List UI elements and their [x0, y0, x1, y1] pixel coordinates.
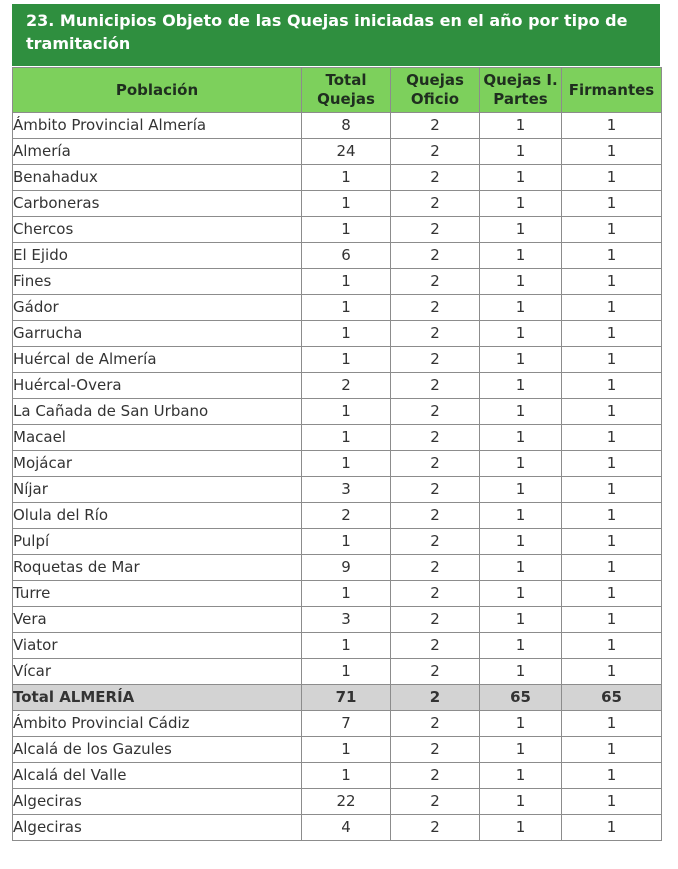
total-quejas-cell: 1	[302, 451, 391, 477]
quejas-partes-cell: 1	[480, 503, 562, 529]
total-quejas-cell: 1	[302, 217, 391, 243]
quejas-oficio-cell: 2	[391, 633, 480, 659]
firmantes-cell: 1	[562, 347, 662, 373]
table-row	[13, 321, 662, 347]
quejas-oficio-cell: 2	[391, 477, 480, 503]
header-quejas-oficio-line1: Quejas	[406, 71, 464, 89]
quejas-oficio-cell: 2	[391, 139, 480, 165]
quejas-partes-cell: 1	[480, 269, 562, 295]
poblacion-cell: Benahadux	[13, 165, 302, 191]
quejas-partes-cell: 1	[480, 789, 562, 815]
poblacion-cell: Mojácar	[13, 451, 302, 477]
total-quejas-cell: 1	[302, 269, 391, 295]
poblacion-cell: Ámbito Provincial Cádiz	[13, 711, 302, 737]
quejas-oficio-cell: 2	[391, 685, 480, 711]
table-row	[13, 633, 662, 659]
total-quejas-cell: 1	[302, 737, 391, 763]
quejas-partes-cell: 1	[480, 607, 562, 633]
quejas-oficio-cell: 2	[391, 347, 480, 373]
total-quejas-cell: 8	[302, 113, 391, 139]
quejas-partes-cell: 1	[480, 139, 562, 165]
total-quejas-cell: 1	[302, 633, 391, 659]
table-row	[13, 113, 662, 139]
poblacion-cell: Vera	[13, 607, 302, 633]
total-quejas-cell: 1	[302, 191, 391, 217]
firmantes-cell: 1	[562, 191, 662, 217]
table-row	[13, 477, 662, 503]
firmantes-cell: 1	[562, 529, 662, 555]
firmantes-cell: 1	[562, 711, 662, 737]
poblacion-cell: Níjar	[13, 477, 302, 503]
quejas-oficio-cell: 2	[391, 269, 480, 295]
quejas-partes-cell: 1	[480, 659, 562, 685]
header-quejas-partes-line2: Partes	[493, 90, 548, 108]
total-quejas-cell: 24	[302, 139, 391, 165]
quejas-oficio-cell: 2	[391, 451, 480, 477]
quejas-oficio-cell: 2	[391, 191, 480, 217]
total-quejas-cell: 1	[302, 659, 391, 685]
quejas-oficio-cell: 2	[391, 737, 480, 763]
quejas-oficio-cell: 2	[391, 711, 480, 737]
firmantes-cell: 65	[562, 685, 662, 711]
poblacion-cell: Huércal de Almería	[13, 347, 302, 373]
quejas-partes-cell: 1	[480, 243, 562, 269]
firmantes-cell: 1	[562, 789, 662, 815]
quejas-partes-cell: 1	[480, 737, 562, 763]
total-quejas-cell: 2	[302, 373, 391, 399]
table-row	[13, 607, 662, 633]
poblacion-cell: Roquetas de Mar	[13, 555, 302, 581]
poblacion-cell: Alcalá del Valle	[13, 763, 302, 789]
header-quejas-oficio	[391, 68, 480, 113]
quejas-partes-cell: 1	[480, 425, 562, 451]
header-total-quejas	[302, 68, 391, 113]
total-quejas-cell: 1	[302, 763, 391, 789]
poblacion-cell: Macael	[13, 425, 302, 451]
header-poblacion: Población	[13, 68, 302, 113]
poblacion-cell: Viator	[13, 633, 302, 659]
quejas-partes-cell: 1	[480, 165, 562, 191]
table-row	[13, 763, 662, 789]
poblacion-cell: Pulpí	[13, 529, 302, 555]
quejas-partes-cell: 1	[480, 633, 562, 659]
quejas-oficio-cell: 2	[391, 217, 480, 243]
total-quejas-cell: 1	[302, 347, 391, 373]
firmantes-cell: 1	[562, 165, 662, 191]
poblacion-cell: La Cañada de San Urbano	[13, 399, 302, 425]
quejas-partes-cell: 1	[480, 217, 562, 243]
quejas-partes-cell: 1	[480, 477, 562, 503]
quejas-partes-cell: 1	[480, 815, 562, 841]
table-body	[13, 113, 662, 841]
table-row	[13, 711, 662, 737]
firmantes-cell: 1	[562, 243, 662, 269]
table-row	[13, 269, 662, 295]
quejas-partes-cell: 1	[480, 321, 562, 347]
quejas-oficio-cell: 2	[391, 607, 480, 633]
poblacion-cell: Carboneras	[13, 191, 302, 217]
firmantes-cell: 1	[562, 659, 662, 685]
quejas-oficio-cell: 2	[391, 581, 480, 607]
quejas-oficio-cell: 2	[391, 425, 480, 451]
total-quejas-cell: 1	[302, 529, 391, 555]
quejas-oficio-cell: 2	[391, 321, 480, 347]
firmantes-cell: 1	[562, 503, 662, 529]
quejas-oficio-cell: 2	[391, 295, 480, 321]
quejas-partes-cell: 1	[480, 399, 562, 425]
quejas-oficio-cell: 2	[391, 529, 480, 555]
poblacion-cell: Olula del Río	[13, 503, 302, 529]
table-row	[13, 581, 662, 607]
header-total-quejas-line2: Quejas	[317, 90, 375, 108]
municipios-table	[12, 67, 662, 841]
total-quejas-cell: 22	[302, 789, 391, 815]
table-header-row	[13, 68, 662, 113]
table-row	[13, 451, 662, 477]
quejas-oficio-cell: 2	[391, 165, 480, 191]
firmantes-cell: 1	[562, 477, 662, 503]
table-row	[13, 789, 662, 815]
total-quejas-cell: 2	[302, 503, 391, 529]
total-quejas-cell: 1	[302, 165, 391, 191]
poblacion-cell: Almería	[13, 139, 302, 165]
quejas-partes-cell: 1	[480, 113, 562, 139]
total-quejas-cell: 7	[302, 711, 391, 737]
poblacion-cell: Gádor	[13, 295, 302, 321]
firmantes-cell: 1	[562, 737, 662, 763]
header-quejas-partes-line1: Quejas I.	[483, 71, 558, 89]
quejas-partes-cell: 1	[480, 373, 562, 399]
total-quejas-cell: 6	[302, 243, 391, 269]
poblacion-cell: Huércal-Overa	[13, 373, 302, 399]
poblacion-cell: Fines	[13, 269, 302, 295]
poblacion-cell: Garrucha	[13, 321, 302, 347]
quejas-oficio-cell: 2	[391, 789, 480, 815]
quejas-partes-cell: 1	[480, 191, 562, 217]
table-row	[13, 659, 662, 685]
table-title: 23. Municipios Objeto de las Quejas iniciadas en el año por tipo de tramitación	[12, 4, 660, 66]
table-row	[13, 425, 662, 451]
firmantes-cell: 1	[562, 633, 662, 659]
total-row	[13, 685, 662, 711]
firmantes-cell: 1	[562, 269, 662, 295]
quejas-partes-cell: 1	[480, 555, 562, 581]
poblacion-cell: Turre	[13, 581, 302, 607]
table-row	[13, 165, 662, 191]
poblacion-cell: Total ALMERÍA	[13, 685, 302, 711]
table-row	[13, 139, 662, 165]
quejas-oficio-cell: 2	[391, 763, 480, 789]
quejas-oficio-cell: 2	[391, 815, 480, 841]
total-quejas-cell: 3	[302, 607, 391, 633]
table-row	[13, 399, 662, 425]
table-row	[13, 347, 662, 373]
total-quejas-cell: 1	[302, 425, 391, 451]
firmantes-cell: 1	[562, 555, 662, 581]
firmantes-cell: 1	[562, 295, 662, 321]
table-row	[13, 191, 662, 217]
header-firmantes: Firmantes	[562, 68, 662, 113]
table-row	[13, 373, 662, 399]
poblacion-cell: Ámbito Provincial Almería	[13, 113, 302, 139]
firmantes-cell: 1	[562, 139, 662, 165]
total-quejas-cell: 1	[302, 295, 391, 321]
quejas-partes-cell: 1	[480, 711, 562, 737]
quejas-partes-cell: 1	[480, 529, 562, 555]
poblacion-cell: El Ejido	[13, 243, 302, 269]
total-quejas-cell: 1	[302, 399, 391, 425]
table-row	[13, 295, 662, 321]
table-row	[13, 503, 662, 529]
total-quejas-cell: 4	[302, 815, 391, 841]
quejas-oficio-cell: 2	[391, 555, 480, 581]
table-row	[13, 555, 662, 581]
firmantes-cell: 1	[562, 815, 662, 841]
firmantes-cell: 1	[562, 373, 662, 399]
firmantes-cell: 1	[562, 217, 662, 243]
poblacion-cell: Alcalá de los Gazules	[13, 737, 302, 763]
quejas-partes-cell: 1	[480, 763, 562, 789]
poblacion-cell: Vícar	[13, 659, 302, 685]
quejas-oficio-cell: 2	[391, 373, 480, 399]
firmantes-cell: 1	[562, 399, 662, 425]
firmantes-cell: 1	[562, 581, 662, 607]
quejas-partes-cell: 1	[480, 581, 562, 607]
firmantes-cell: 1	[562, 425, 662, 451]
table-row	[13, 217, 662, 243]
total-quejas-cell: 9	[302, 555, 391, 581]
total-quejas-cell: 71	[302, 685, 391, 711]
total-quejas-cell: 3	[302, 477, 391, 503]
firmantes-cell: 1	[562, 763, 662, 789]
quejas-oficio-cell: 2	[391, 113, 480, 139]
table-row	[13, 243, 662, 269]
firmantes-cell: 1	[562, 321, 662, 347]
header-quejas-oficio-line2: Oficio	[410, 90, 460, 108]
firmantes-cell: 1	[562, 113, 662, 139]
quejas-partes-cell: 1	[480, 295, 562, 321]
quejas-partes-cell: 65	[480, 685, 562, 711]
table-row	[13, 737, 662, 763]
table-row	[13, 529, 662, 555]
header-quejas-partes	[480, 68, 562, 113]
poblacion-cell: Algeciras	[13, 815, 302, 841]
total-quejas-cell: 1	[302, 581, 391, 607]
header-total-quejas-line1: Total	[325, 71, 367, 89]
quejas-oficio-cell: 2	[391, 243, 480, 269]
quejas-partes-cell: 1	[480, 347, 562, 373]
table-row	[13, 815, 662, 841]
poblacion-cell: Algeciras	[13, 789, 302, 815]
quejas-oficio-cell: 2	[391, 399, 480, 425]
quejas-oficio-cell: 2	[391, 659, 480, 685]
firmantes-cell: 1	[562, 451, 662, 477]
firmantes-cell: 1	[562, 607, 662, 633]
quejas-partes-cell: 1	[480, 451, 562, 477]
quejas-oficio-cell: 2	[391, 503, 480, 529]
total-quejas-cell: 1	[302, 321, 391, 347]
poblacion-cell: Chercos	[13, 217, 302, 243]
